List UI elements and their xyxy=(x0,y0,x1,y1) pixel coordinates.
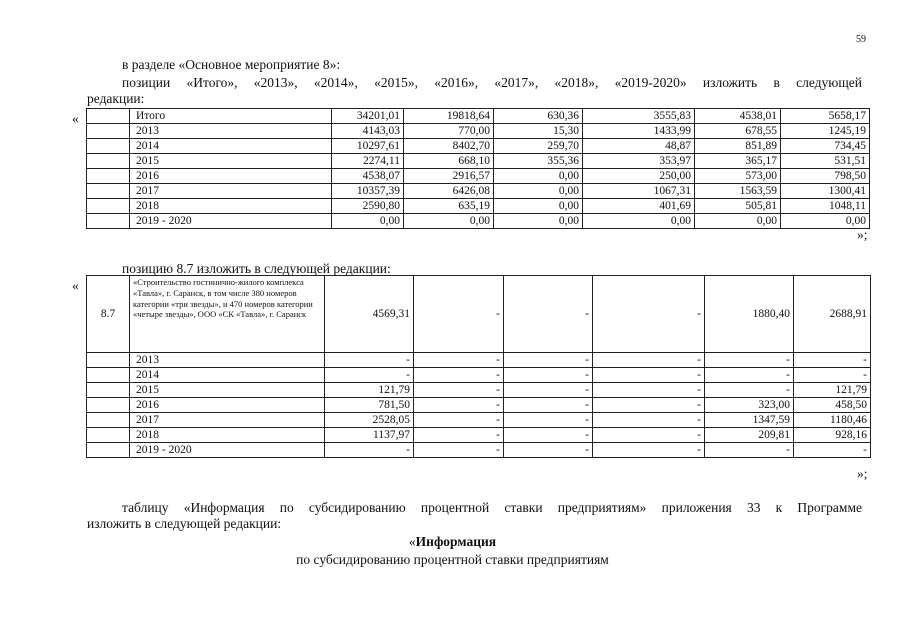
value-cell: - xyxy=(593,413,705,428)
row-number xyxy=(87,139,130,154)
value-cell: 121,79 xyxy=(325,383,414,398)
value-cell: 0,00 xyxy=(695,214,781,229)
table-info-instruction: таблицу «Информация по субсидированию процентной ставки предприятиям» приложения 33 к Программе xyxy=(122,500,862,515)
row-label: 2013 xyxy=(130,124,332,139)
value-cell: - xyxy=(414,383,504,398)
row-label: 2015 xyxy=(130,154,332,169)
value-cell: - xyxy=(414,398,504,413)
value-cell: 2688,91 xyxy=(794,276,871,353)
value-cell: - xyxy=(593,383,705,398)
value-cell: - xyxy=(593,276,705,353)
value-cell: 1300,41 xyxy=(781,184,870,199)
row-number xyxy=(87,428,130,443)
row-number xyxy=(87,124,130,139)
table-row xyxy=(87,169,870,184)
value-cell: - xyxy=(504,353,593,368)
value-cell: - xyxy=(705,353,794,368)
value-cell: - xyxy=(325,368,414,383)
row-number xyxy=(87,109,130,124)
row-label: 2017 xyxy=(130,413,325,428)
row-label: Итого xyxy=(130,109,332,124)
row-number xyxy=(87,353,130,368)
value-cell: - xyxy=(705,368,794,383)
value-cell: - xyxy=(414,368,504,383)
value-cell: 4569,31 xyxy=(325,276,414,353)
value-cell: 323,00 xyxy=(705,398,794,413)
value-cell: 250,00 xyxy=(583,169,695,184)
value-cell: 1433,99 xyxy=(583,124,695,139)
table-row xyxy=(87,443,871,458)
row-number xyxy=(87,413,130,428)
value-cell: 34201,01 xyxy=(332,109,404,124)
heading-subtitle: по субсидированию процентной ставки предприятиям xyxy=(296,552,609,567)
value-cell: 401,69 xyxy=(583,199,695,214)
row-number xyxy=(87,184,130,199)
value-cell: 0,00 xyxy=(494,199,583,214)
value-cell: 0,00 xyxy=(583,214,695,229)
value-cell: 3555,83 xyxy=(583,109,695,124)
value-cell: - xyxy=(414,353,504,368)
value-cell: - xyxy=(504,443,593,458)
value-cell: 734,45 xyxy=(781,139,870,154)
value-cell: - xyxy=(593,398,705,413)
table-row xyxy=(87,109,870,124)
heading-quote: « xyxy=(408,534,416,549)
value-cell: 573,00 xyxy=(695,169,781,184)
value-cell: - xyxy=(504,383,593,398)
value-cell: 0,00 xyxy=(404,214,494,229)
value-cell: 928,16 xyxy=(794,428,871,443)
value-cell: - xyxy=(325,353,414,368)
row-label: 2014 xyxy=(130,139,332,154)
row-number xyxy=(87,214,130,229)
open-quote-1: « xyxy=(72,111,79,126)
row-number xyxy=(87,398,130,413)
close-quote-2: »; xyxy=(857,466,868,481)
value-cell: 1347,59 xyxy=(705,413,794,428)
table-row xyxy=(87,139,870,154)
value-cell: 6426,08 xyxy=(404,184,494,199)
value-cell: - xyxy=(504,276,593,353)
table-row xyxy=(87,199,870,214)
value-cell: - xyxy=(593,368,705,383)
value-cell: 630,36 xyxy=(494,109,583,124)
row-number xyxy=(87,443,130,458)
project-description: «Строительство гостинично-жилого комплекса «Тавла», г. Саранск, в том числе 380 номеров категории «три звезды», и 470 номеров категории «четыре звезды», ООО «СК «Тавла», г. Саранск xyxy=(130,276,325,353)
value-cell: 15,30 xyxy=(494,124,583,139)
value-cell: 781,50 xyxy=(325,398,414,413)
value-cell: 1880,40 xyxy=(705,276,794,353)
close-quote-1: »; xyxy=(857,227,868,242)
row-number xyxy=(87,154,130,169)
value-cell: 1067,31 xyxy=(583,184,695,199)
value-cell: 1048,11 xyxy=(781,199,870,214)
value-cell: 353,97 xyxy=(583,154,695,169)
value-cell: 355,36 xyxy=(494,154,583,169)
value-cell: 8402,70 xyxy=(404,139,494,154)
table-row xyxy=(87,368,871,383)
row-label: 2019 - 2020 xyxy=(130,214,332,229)
row-label: 2016 xyxy=(130,398,325,413)
table-row xyxy=(87,124,870,139)
value-cell: 0,00 xyxy=(494,184,583,199)
row-label: 2018 xyxy=(130,199,332,214)
value-cell: 2528,05 xyxy=(325,413,414,428)
value-cell: 1563,59 xyxy=(695,184,781,199)
value-cell: 2916,57 xyxy=(404,169,494,184)
table-row xyxy=(87,154,870,169)
positions-instruction-cont: редакции: xyxy=(87,91,145,106)
value-cell: 4538,07 xyxy=(332,169,404,184)
row-number xyxy=(87,383,130,398)
value-cell: 19818,64 xyxy=(404,109,494,124)
position-8-7-instruction: позицию 8.7 изложить в следующей редакции: xyxy=(122,261,391,276)
value-cell: 5658,17 xyxy=(781,109,870,124)
page-number: 59 xyxy=(856,34,866,45)
table-row xyxy=(87,383,871,398)
open-quote-2: « xyxy=(72,278,79,293)
positions-instruction: позиции «Итого», «2013», «2014», «2015», «2016», «2017», «2018», «2019-2020» изложить в следующей xyxy=(122,75,862,90)
value-cell: 259,70 xyxy=(494,139,583,154)
value-cell: 10297,61 xyxy=(332,139,404,154)
value-cell: - xyxy=(794,443,871,458)
value-cell: 0,00 xyxy=(494,214,583,229)
heading-information xyxy=(0,534,905,550)
value-cell: 1137,97 xyxy=(325,428,414,443)
value-cell: 770,00 xyxy=(404,124,494,139)
value-cell: - xyxy=(414,428,504,443)
value-cell: 458,50 xyxy=(794,398,871,413)
value-cell: 10357,39 xyxy=(332,184,404,199)
table-row xyxy=(87,353,871,368)
table-row xyxy=(87,184,870,199)
value-cell: 851,89 xyxy=(695,139,781,154)
value-cell: 531,51 xyxy=(781,154,870,169)
row-label: 2013 xyxy=(130,353,325,368)
value-cell: 678,55 xyxy=(695,124,781,139)
table-row xyxy=(87,214,870,229)
value-cell: 0,00 xyxy=(781,214,870,229)
value-cell: 798,50 xyxy=(781,169,870,184)
value-cell: 4143,03 xyxy=(332,124,404,139)
table-position-8-7 xyxy=(86,275,871,458)
table-row xyxy=(87,398,871,413)
table-row xyxy=(87,276,871,353)
row-label: 2016 xyxy=(130,169,332,184)
value-cell: 2590,80 xyxy=(332,199,404,214)
value-cell: - xyxy=(593,353,705,368)
row-number xyxy=(87,169,130,184)
row-label: 2017 xyxy=(130,184,332,199)
value-cell: - xyxy=(414,413,504,428)
value-cell: 1245,19 xyxy=(781,124,870,139)
value-cell: 1180,46 xyxy=(794,413,871,428)
table-main-activity-8 xyxy=(86,108,870,229)
value-cell: - xyxy=(593,443,705,458)
value-cell: - xyxy=(504,368,593,383)
value-cell: - xyxy=(504,428,593,443)
value-cell: 0,00 xyxy=(332,214,404,229)
value-cell: - xyxy=(794,368,871,383)
value-cell: - xyxy=(414,443,504,458)
value-cell: - xyxy=(414,276,504,353)
table-info-instruction-cont: изложить в следующей редакции: xyxy=(87,516,282,531)
value-cell: 48,87 xyxy=(583,139,695,154)
table-row xyxy=(87,428,871,443)
value-cell: - xyxy=(794,353,871,368)
value-cell: 4538,01 xyxy=(695,109,781,124)
row-label: 2014 xyxy=(130,368,325,383)
row-number xyxy=(87,199,130,214)
row-label: 2019 - 2020 xyxy=(130,443,325,458)
value-cell: 2274,11 xyxy=(332,154,404,169)
row-label: 2018 xyxy=(130,428,325,443)
value-cell: 365,17 xyxy=(695,154,781,169)
value-cell: 209,81 xyxy=(705,428,794,443)
value-cell: - xyxy=(325,443,414,458)
value-cell: - xyxy=(593,428,705,443)
value-cell: 0,00 xyxy=(494,169,583,184)
value-cell: - xyxy=(705,443,794,458)
row-label: 2015 xyxy=(130,383,325,398)
table-row xyxy=(87,413,871,428)
section-intro: в разделе «Основное мероприятие 8»: xyxy=(122,57,341,72)
row-number: 8.7 xyxy=(87,276,130,353)
heading-title: Информация xyxy=(415,534,497,549)
value-cell: 635,19 xyxy=(404,199,494,214)
value-cell: 121,79 xyxy=(794,383,871,398)
value-cell: - xyxy=(705,383,794,398)
value-cell: 505,81 xyxy=(695,199,781,214)
row-number xyxy=(87,368,130,383)
value-cell: 668,10 xyxy=(404,154,494,169)
value-cell: - xyxy=(504,413,593,428)
value-cell: - xyxy=(504,398,593,413)
